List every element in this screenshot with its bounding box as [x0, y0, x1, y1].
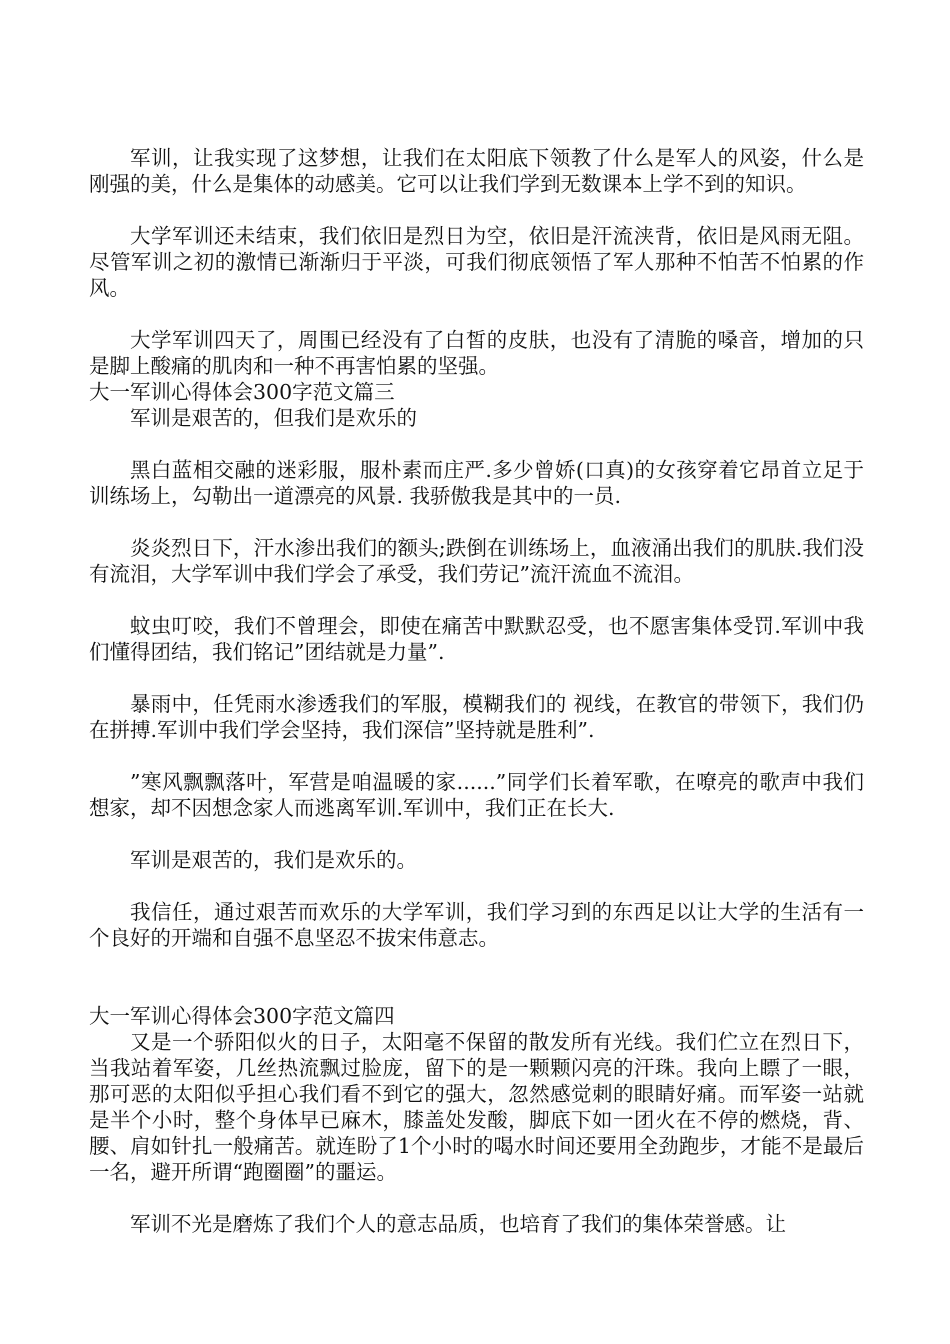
paragraph: 蚊虫叮咬，我们不曾理会，即使在痛苦中默默忍受，也不愿害集体受罚.军训中我们懂得团结，我们铭记”团结就是力量”. — [89, 614, 864, 664]
paragraph: 大学军训四天了，周围已经没有了白皙的皮肤，也没有了清脆的嗓音，增加的只是脚上酸痛的肌肉和一种不再害怕累的坚强。 — [89, 328, 864, 378]
section-heading: 大一军训心得体会300字范文篇四 — [89, 1004, 395, 1028]
paragraph: 军训是艰苦的，但我们是欢乐的 — [130, 406, 417, 430]
paragraph-gap — [89, 587, 864, 613]
paragraph-gap — [89, 1185, 864, 1211]
document-page — [89, 145, 864, 1237]
paragraph: 军训是艰苦的，我们是欢乐的。 — [130, 848, 417, 872]
paragraph: 军训不光是磨炼了我们个人的意志品质，也培育了我们的集体荣誉感。让 — [130, 1212, 786, 1236]
paragraph: 黑白蓝相交融的迷彩服，服朴素而庄严.多少曾娇(口真)的女孩穿着它昂首立足于训练场上，勾勒出一道漂亮的风景. 我骄傲我是其中的一员. — [89, 458, 864, 508]
paragraph-gap — [89, 665, 864, 691]
section-heading: 大一军训心得体会300字范文篇三 — [89, 380, 395, 404]
paragraph: 又是一个骄阳似火的日子，太阳毫不保留的散发所有光线。我们伫立在烈日下，当我站着军姿，几丝热流飘过脸庞，留下的是一颗颗闪亮的汗珠。我向上瞟了一眼，那可恶的太阳似乎担心我们看不到它的强大，忽然感觉刺的眼睛好痛。而军姿一站就是半个小时，整个身体早已麻木，膝盖处发酸，脚底下如一团火在不停的燃烧，背、腰、肩如针扎一般痛苦。就连盼了1个小时的喝水时间还要用全劲跑步，才能不是最后一名，避开所谓“跑圈圈”的噩运。 — [89, 1030, 864, 1184]
paragraph: ”寒风飘飘落叶，军营是咱温暖的家......”同学们长着军歌，在嘹亮的歌声中我们想家，却不因想念家人而逃离军训.军训中，我们正在长大. — [89, 770, 864, 820]
paragraph-gap — [89, 821, 864, 847]
paragraph: 大学军训还未结束，我们依旧是烈日为空，依旧是汗流浃背，依旧是风雨无阻。尽管军训之初的激情已渐渐归于平淡，可我们彻底领悟了军人那种不怕苦不怕累的作风。 — [89, 224, 864, 300]
paragraph-gap — [89, 431, 864, 457]
paragraph: 我信任，通过艰苦而欢乐的大学军训，我们学习到的东西足以让大学的生活有一个良好的开端和自强不息坚忍不拔宋伟意志。 — [89, 900, 864, 950]
paragraph-gap — [89, 197, 864, 223]
paragraph-gap — [89, 743, 864, 769]
paragraph: 军训，让我实现了这梦想，让我们在太阳底下领教了什么是军人的风姿，什么是刚强的美，什么是集体的动感美。它可以让我们学到无数课本上学不到的知识。 — [89, 146, 864, 196]
section-gap — [89, 951, 864, 1003]
paragraph: 暴雨中，任凭雨水渗透我们的军服，模糊我们的 视线，在教官的带领下，我们仍在拼搏.军训中我们学会坚持，我们深信”坚持就是胜利”. — [89, 692, 864, 742]
paragraph-gap — [89, 301, 864, 327]
paragraph: 炎炎烈日下，汗水渗出我们的额头;跌倒在训练场上，血液涌出我们的肌肤.我们没有流泪，大学军训中我们学会了承受，我们劳记”流汗流血不流泪。 — [89, 536, 864, 586]
paragraph-gap — [89, 873, 864, 899]
paragraph-gap — [89, 509, 864, 535]
